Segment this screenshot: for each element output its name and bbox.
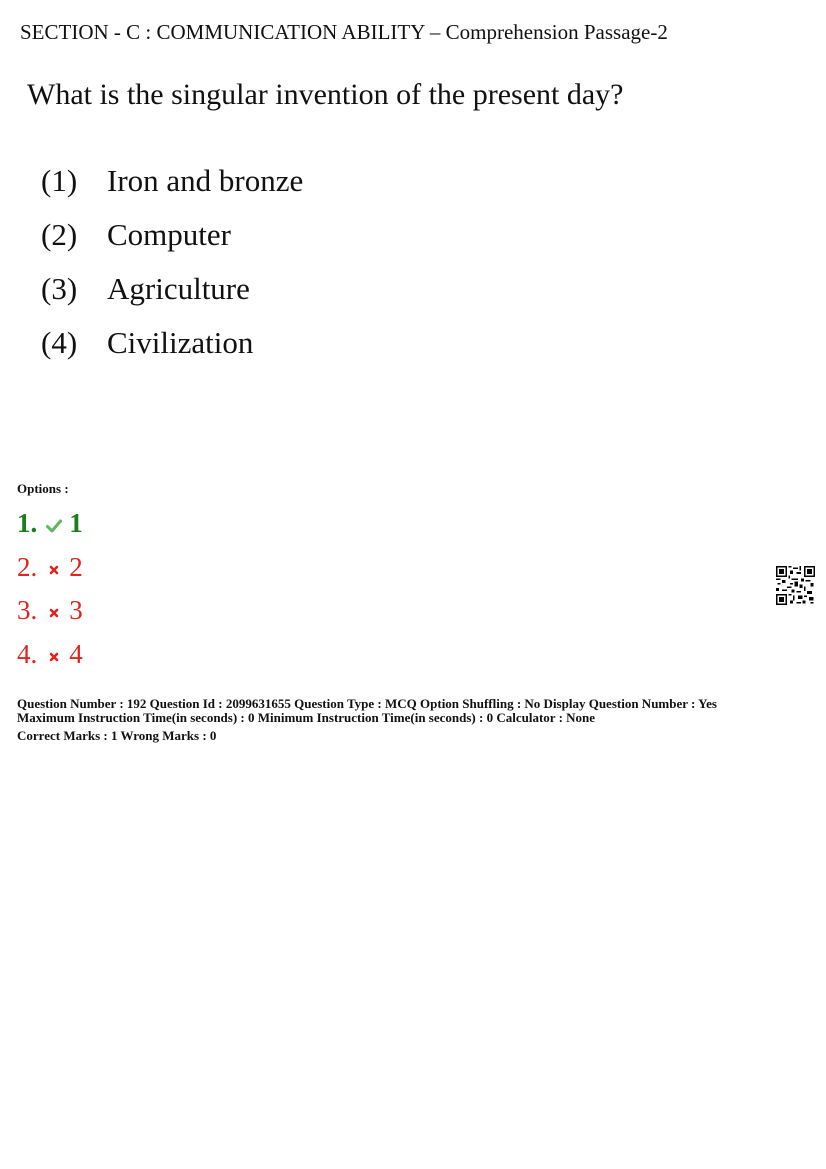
check-icon bbox=[43, 508, 65, 539]
answer-item-wrong bbox=[17, 633, 83, 677]
options-label: Options : bbox=[17, 481, 69, 496]
choice-text: Civilization bbox=[107, 325, 254, 360]
answer-index: 1. bbox=[17, 508, 38, 539]
answer-value: 4 bbox=[69, 638, 83, 669]
answer-value: 2 bbox=[69, 551, 83, 582]
answer-index: 3. bbox=[17, 595, 38, 626]
metadata-line: Maximum Instruction Time(in seconds) : 0 Minimum Instruction Time(in seconds) : 0 Calculator : None bbox=[17, 710, 596, 725]
answer-item-wrong bbox=[17, 546, 83, 590]
choice-item bbox=[41, 316, 303, 370]
question-text: What is the singular invention of the present day? bbox=[27, 78, 624, 111]
choice-item bbox=[41, 154, 303, 208]
qr-code bbox=[776, 566, 815, 605]
choice-number: (4) bbox=[41, 325, 78, 360]
cross-icon bbox=[43, 639, 65, 670]
choice-item bbox=[41, 262, 303, 316]
answer-value: 1 bbox=[69, 508, 83, 539]
choice-number: (1) bbox=[41, 163, 78, 198]
cross-icon bbox=[43, 595, 65, 626]
answer-index: 4. bbox=[17, 638, 38, 669]
answer-index: 2. bbox=[17, 551, 38, 582]
choice-list bbox=[41, 154, 303, 370]
choice-item bbox=[41, 208, 303, 262]
cross-icon bbox=[43, 552, 65, 583]
choice-text: Computer bbox=[107, 217, 231, 252]
metadata-line: Question Number : 192 Question Id : 2099631655 Question Type : MCQ Option Shuffling : No Display Question Number : Yes bbox=[17, 696, 717, 711]
question-metadata bbox=[17, 697, 717, 743]
choice-text: Agriculture bbox=[107, 271, 250, 306]
metadata-line: Correct Marks : 1 Wrong Marks : 0 bbox=[17, 728, 217, 743]
choice-number: (2) bbox=[41, 217, 78, 252]
answer-value: 3 bbox=[69, 595, 83, 626]
answer-item-correct bbox=[17, 502, 83, 546]
section-header: SECTION - C : COMMUNICATION ABILITY – Comprehension Passage-2 bbox=[20, 20, 668, 44]
choice-number: (3) bbox=[41, 271, 78, 306]
answer-list bbox=[17, 502, 83, 676]
answer-item-wrong bbox=[17, 589, 83, 633]
choice-text: Iron and bronze bbox=[107, 163, 304, 198]
